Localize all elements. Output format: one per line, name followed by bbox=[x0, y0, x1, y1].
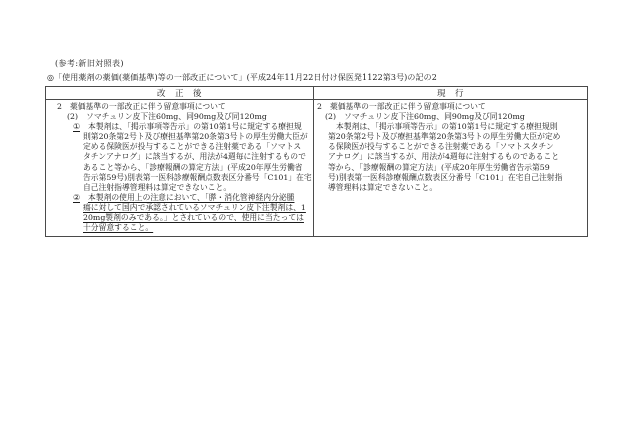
list-marker: 2 bbox=[317, 102, 322, 111]
text-content: 本製剤は、「掲示事項等告示」の第10第1号に規定する療担規則 bbox=[336, 122, 558, 132]
table-header-current: 現 行 bbox=[436, 89, 464, 99]
text-line bbox=[46, 132, 313, 142]
table-header-row bbox=[46, 87, 587, 100]
text-content: 十分留意すること。 bbox=[83, 223, 154, 233]
text-line bbox=[314, 142, 587, 152]
text-line bbox=[314, 173, 587, 183]
text-line bbox=[314, 132, 587, 142]
text-line bbox=[46, 142, 313, 152]
document-heading: ◎「使用薬剤の薬価(薬価基準)等の一部改正について」(平成24年11月22日付け保医発1122第3号)の記の2 bbox=[47, 73, 437, 82]
text-content: アナログ」に該当するが、用法が4週毎に注射するものであること bbox=[328, 152, 560, 162]
revised-text-cell bbox=[46, 100, 314, 236]
table-body-row bbox=[46, 100, 587, 236]
text-content: 20mg製剤のみである。」とされているので、使用に当たっては bbox=[83, 213, 304, 223]
text-line bbox=[46, 122, 313, 132]
text-content: 等から、「診療報酬の算定方法」(平成20年厚生労働省告示第59 bbox=[328, 162, 550, 172]
list-marker: ① bbox=[73, 122, 80, 132]
current-text-cell bbox=[314, 100, 587, 236]
text-line bbox=[314, 152, 587, 162]
text-line bbox=[46, 203, 313, 213]
text-content: 自己注射指導管理料は算定できないこと。 bbox=[83, 182, 232, 192]
text-content: タチンアナログ」に該当するが、用法が4週毎に注射するもので bbox=[83, 152, 306, 162]
text-line bbox=[46, 223, 313, 233]
text-line bbox=[314, 122, 587, 132]
table-header-revised: 改 正 後 bbox=[46, 87, 314, 99]
text-line bbox=[314, 112, 587, 122]
text-content: ソマチュリン皮下注60mg、同90mg及び同120mg bbox=[86, 112, 267, 122]
text-content: 告示第59号)別表第一医科診療報酬点数表区分番号「C101」在宅 bbox=[83, 172, 312, 182]
comparison-table bbox=[45, 86, 588, 237]
text-content: あること等から、「診療報酬の算定方法」(平成20年厚生労働省 bbox=[83, 162, 303, 172]
text-line bbox=[46, 213, 313, 223]
text-line bbox=[46, 193, 313, 203]
text-line bbox=[46, 102, 313, 112]
text-line bbox=[314, 102, 587, 112]
text-content: 薬価基準の一部改正に伴う留意事項について bbox=[69, 102, 226, 111]
text-content: る保険医が投与することができる注射薬である「ソマトスタチン bbox=[328, 142, 554, 152]
text-content: 本製剤は、「掲示事項等告示」の第10第1号に規定する療担規 bbox=[88, 122, 302, 132]
text-content: 導管理料は算定できないこと。 bbox=[328, 182, 438, 192]
text-line bbox=[46, 163, 313, 173]
text-content: 号)別表第一医科診療報酬点数表区分番号「C101」在宅自己注射指 bbox=[328, 172, 563, 182]
text-content: 則第20条第2号ト及び療担基準第20条第3号トの厚生労働大臣が bbox=[83, 132, 308, 142]
text-content: 薬価基準の一部改正に伴う留意事項について bbox=[329, 102, 486, 111]
text-line bbox=[314, 163, 587, 173]
reference-note: (参考:新旧対照表) bbox=[55, 59, 124, 68]
text-line bbox=[46, 112, 313, 122]
list-marker: 2 bbox=[57, 102, 62, 111]
text-line bbox=[46, 152, 313, 162]
text-line bbox=[314, 183, 587, 193]
text-content: 定める保険医が投与することができる注射薬である「ソマトス bbox=[83, 142, 302, 152]
text-content: 第20条第2号ト及び療担基準第20条第3号トの厚生労働大臣が定め bbox=[328, 132, 561, 142]
text-line bbox=[46, 173, 313, 183]
text-content: 瘍に対して国内で承認されているソマチュリン皮下注製剤は、1 bbox=[83, 202, 306, 212]
text-content: 本製剤の使用上の注意において、「膵・消化管神経内分泌腫 bbox=[88, 192, 295, 202]
list-marker: (2) bbox=[67, 112, 79, 122]
text-content: ソマチュリン皮下注60mg、同90mg及び同120mg bbox=[344, 112, 525, 122]
list-marker: ② bbox=[73, 192, 80, 202]
list-marker: (2) bbox=[325, 112, 337, 122]
text-line bbox=[46, 183, 313, 193]
